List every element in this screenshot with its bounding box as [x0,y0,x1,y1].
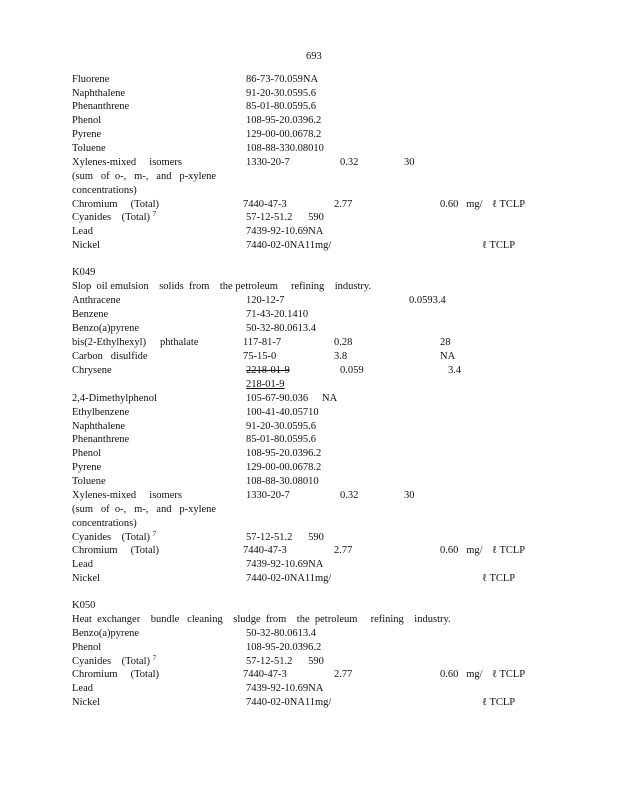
ww-value: 3.8 [334,351,348,362]
constituent-data: 129-00-00.0678.2 [246,462,322,473]
constituent-name: Lead [72,683,93,694]
constituent-name-cont: (sum of o-, m-, and p-xylene [72,504,217,515]
constituent-name: Phenol [72,642,102,653]
constituent-cas: 7440-47-3 [243,669,287,680]
constituent-data: 7439-92-10.69NA [246,226,324,237]
footnote-marker: 7 [152,654,157,662]
waste-code: K049 [72,267,96,278]
footnote-marker: 7 [152,210,157,218]
constituent-data: 7439-92-10.69NA [246,559,324,570]
constituent-data: 57-12-51.2 590 [246,532,324,543]
constituent-name: Chromium (Total) [72,545,160,556]
constituent-name: Ethylbenzene [72,407,130,418]
constituent-name: Toluene [72,143,106,154]
constituent-name: Cyanides (Total) $^7$ [72,654,157,667]
unit-tclp: ℓ TCLP [482,697,516,708]
constituent-name: Chrysene [72,365,112,376]
unit-tclp: ℓ TCLP [482,240,516,251]
ww-value: 0.059 [340,365,364,376]
constituent-name: Pyrene [72,129,102,140]
constituent-name: 2,4-Dimethylphenol [72,393,157,404]
constituent-name: Lead [72,226,93,237]
constituent-cas: 75-15-0 [243,351,277,362]
constituent-name: Nickel [72,573,100,584]
constituent-data: 50-32-80.0613.4 [246,628,316,639]
nww-value: NA [440,351,456,362]
constituent-data: 105-67-90.036 [246,393,309,404]
ww-value: 2.77 [334,199,353,210]
constituent-data: 91-20-30.0595.6 [246,421,316,432]
constituent-data: 100-41-40.05710 [246,407,319,418]
constituent-data: 85-01-80.0595.6 [246,101,316,112]
constituent-data: 57-12-51.2 590 [246,656,324,667]
constituent-name: Chromium (Total) [72,669,160,680]
nww-value: 0.60 mg/ [440,669,483,680]
waste-description: Slop oil emulsion solids from the petroleum refining industry. [72,281,372,292]
constituent-data: 85-01-80.0595.6 [246,434,316,445]
constituent-name-b: phthalate [160,337,199,348]
constituent-data: 7440-02-0NA11mg/ [246,697,332,708]
unit-tclp: ℓ TCLP [492,545,526,556]
constituent-name: Benzo(a)pyrene [72,628,140,639]
nww-value: 30 [404,157,415,168]
constituent-name: Phenol [72,448,102,459]
ww-value: 2.77 [334,669,353,680]
ww-value: 0.32 [340,490,359,501]
constituent-name: Naphthalene [72,88,126,99]
constituent-data: 7440-02-0NA11mg/ [246,573,332,584]
constituent-name: Anthracene [72,295,121,306]
constituent-data: 86-73-70.059NA [246,74,319,85]
constituent-name: Xylenes-mixed isomers [72,490,182,501]
nww-value: 0.60 mg/ [440,199,483,210]
constituent-name: Phenol [72,115,102,126]
constituent-name: Pyrene [72,462,102,473]
footnote-marker: 7 [152,530,157,538]
struck-cas: 2218-01-9 [246,365,290,376]
nww-value: 3.4 [448,365,462,376]
unit-tclp: ℓ TCLP [492,199,526,210]
constituent-name-cont: (sum of o-, m-, and p-xylene [72,171,217,182]
constituent-data: 108-95-20.0396.2 [246,448,322,459]
constituent-data: 50-32-80.0613.4 [246,323,316,334]
constituent-cas: 1330-20-7 [246,490,290,501]
ww-value: 0.28 [334,337,353,348]
constituent-name: Phenanthrene [72,434,130,445]
constituent-data: 108-95-20.0396.2 [246,642,322,653]
constituent-values: 0.0593.4 [409,295,446,306]
constituent-name: Nickel [72,697,100,708]
constituent-name: Benzo(a)pyrene [72,323,140,334]
constituent-data: 71-43-20.1410 [246,309,309,320]
constituent-data: 108-88-330.08010 [246,143,324,154]
constituent-name: Cyanides (Total) $^7$ [72,210,157,223]
constituent-name: Xylenes-mixed isomers [72,157,182,168]
constituent-name: Cyanides (Total) $^7$ [72,530,157,543]
constituent-cas: 7440-47-3 [243,199,287,210]
unit-tclp: ℓ TCLP [492,669,526,680]
constituent-data: 108-95-20.0396.2 [246,115,322,126]
constituent-cas: 117-81-7 [243,337,282,348]
waste-code: K050 [72,600,96,611]
constituent-name-cont: concentrations) [72,518,137,529]
unit-tclp: ℓ TCLP [482,573,516,584]
constituent-name: Fluorene [72,74,110,85]
constituent-data: 7439-92-10.69NA [246,683,324,694]
page-number: 693 [306,51,322,62]
nww-value: NA [322,393,338,404]
ww-value: 2.77 [334,545,353,556]
constituent-cas: 1330-20-7 [246,157,290,168]
constituent-name: bis(2-Ethylhexyl) [72,337,147,348]
constituent-cas: 7440-47-3 [243,545,287,556]
constituent-data: 129-00-00.0678.2 [246,129,322,140]
waste-description: Heat exchanger bundle cleaning sludge from the petroleum refining industry. [72,614,451,625]
constituent-name-cont: concentrations) [72,185,137,196]
constituent-data: 91-20-30.0595.6 [246,88,316,99]
nww-value: 30 [404,490,415,501]
constituent-data: 108-88-30.08010 [246,476,319,487]
constituent-data: 57-12-51.2 590 [246,212,324,223]
constituent-name: Naphthalene [72,421,126,432]
constituent-name: Lead [72,559,93,570]
constituent-cas: 120-12-7 [246,295,285,306]
ww-value: 0.32 [340,157,359,168]
constituent-name: Toluene [72,476,106,487]
constituent-name: Nickel [72,240,100,251]
constituent-name: Carbon disulfide [72,351,148,362]
constituent-name: Phenanthrene [72,101,130,112]
nww-value: 28 [440,337,451,348]
constituent-data: 7440-02-0NA11mg/ [246,240,332,251]
nww-value: 0.60 mg/ [440,545,483,556]
constituent-name: Benzene [72,309,109,320]
constituent-name: Chromium (Total) [72,199,160,210]
inserted-cas: 218-01-9 [246,379,285,390]
